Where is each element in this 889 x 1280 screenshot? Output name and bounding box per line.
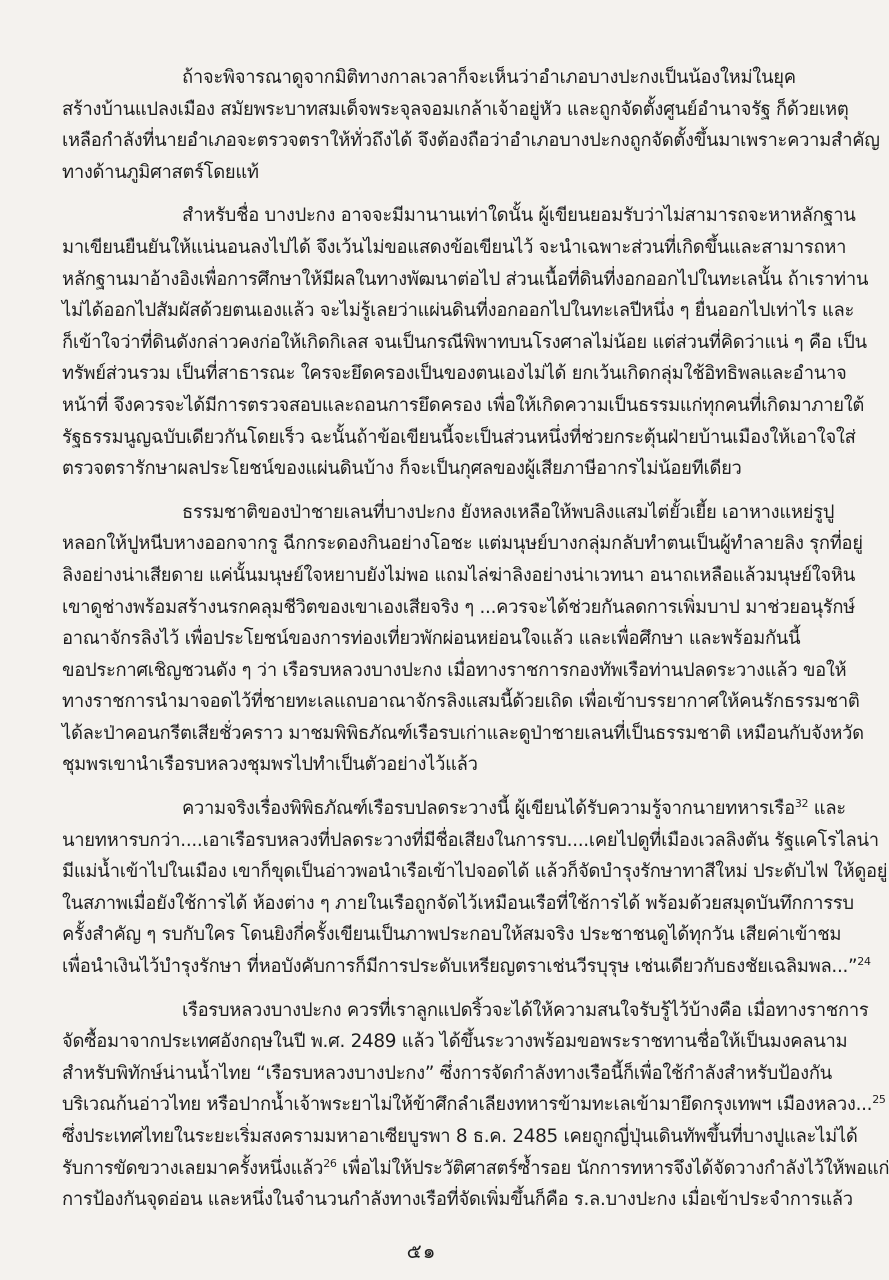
text-line: มีแม่น้ำเข้าไปในเมือง เขาก็ขุดเป็นอ่าวพอนำเรือเข้าไปจอดได้ แล้วก็จัดบำรุงรักษาทาสีใหม่ ประดับไฟ ให้ดูอยู่ — [62, 861, 888, 883]
text-line: นายทหารบกว่า....เอาเรือรบหลวงที่ปลดระวางที่มีชื่อเสียงในการรบ....เคยไปดูที่เมืองเวลลิงตัน รัฐแคโรไลน่า — [62, 829, 879, 851]
text-line: ลิงอย่างน่าเสียดาย แค่นั้นมนุษย์ใจหยาบยังไม่พอ แถมไล่ฆ่าลิงอย่างน่าเวทนา อนาถเหลือแล้วมนุษย์ใจหิน — [62, 564, 855, 586]
text-span: ความจริงเรื่องพิพิธภัณฑ์เรือรบปลดระวางนี้ ผู้เขียนได้รับความรู้จากนายทหารเรือ — [182, 798, 795, 820]
text-line — [62, 1089, 886, 1121]
text-span: และ — [808, 798, 846, 820]
footnote-ref: 24 — [857, 955, 871, 969]
text-line: รัฐธรรมนูญฉบับเดียวกันโดยเร็ว ฉะนั้นถ้าข้อเขียนนี้จะเป็นส่วนหนึ่งที่ช่วยกระตุ้นฝ่ายบ้านเมืองให้เอาใจใส่ — [62, 426, 856, 448]
text-line: ครั้งสำคัญ ๆ รบกับใคร โดนยิงกี่ครั้งเขียนเป็นภาพประกอบให้สมจริง ประชาชนดูได้ทุกวัน เสียค่าเข้าชม — [62, 924, 842, 946]
text-line: จัดซื้อมาจากประเทศอังกฤษในปี พ.ศ. 2489 แล้ว ได้ขึ้นระวางพร้อมขอพระราชทานชื่อให้เป็นมงคลนาม — [62, 1031, 848, 1053]
footnote-ref: 26 — [323, 1156, 337, 1170]
text-line: หลักฐานมาอ้างอิงเพื่อการศึกษาให้มีผลในทางพัฒนาต่อไป ส่วนเนื้อที่ดินที่งอกออกไปในทะเลนั้น ถ้าเราท่าน — [62, 268, 869, 290]
text-line: ธรรมชาติของป่าชายเลนที่บางปะกง ยังหลงเหลือให้พบลิงแสมไต่ยั้วเยี้ย เอาหางแหย่รูปู — [182, 501, 835, 523]
text-line: ชุมพรเขานำเรือรบหลวงชุมพรไปทำเป็นตัวอย่างไว้แล้ว — [62, 754, 478, 776]
text-line: ทางด้านภูมิศาสตร์โดยแท้ — [62, 161, 259, 183]
page-number: ๕๑ — [406, 1239, 437, 1263]
text-line: เรือรบหลวงบางปะกง ควรที่เราลูกแปดริ้วจะได้ให้ความสนใจรับรู้ไว้บ้างคือ เมื่อทางราชการ — [182, 999, 869, 1021]
text-span: บริเวณก้นอ่าวไทย หรือปากน้ำเจ้าพระยาไม่ให้ข้าศึกลำเลียงทหารข้ามทะเลเข้ามายึดกรุงเทพฯ เมืองหลวง... — [62, 1094, 873, 1116]
text-line: ขอประกาศเชิญชวนดัง ๆ ว่า เรือรบหลวงบางปะกง เมื่อทางราชการกองทัพเรือท่านปลดระวางแล้ว ขอให้ — [62, 659, 847, 681]
text-line: สำหรับพิทักษ์น่านน้ำไทย “เรือรบหลวงบางปะกง” ซึ่งการจัดกำลังทางเรือนี้ก็เพื่อใช้กำลังสำหรับป้องกัน — [62, 1062, 832, 1084]
text-line: ตรวจตรารักษาผลประโยชน์ของแผ่นดินบ้าง ก็จะเป็นกุศลของผู้เสียภาษีอากรไม่น้อยทีเดียว — [62, 458, 742, 480]
text-line: ได้ละป่าคอนกรีตเสียชั่วคราว มาชมพิพิธภัณฑ์เรือรบเก่าและดูป่าชายเลนที่เป็นธรรมชาติ เหมือนกับจังหวัด — [62, 722, 864, 744]
text-line — [62, 793, 846, 825]
text-span: เพื่อนำเงินไว้บำรุงรักษา ที่หอบังคับการก็มีการประดับเหรียญตราเช่นวีรบุรุษ เช่นเดียวกับธงชัยเฉลิมพล...” — [62, 956, 858, 978]
text-line: เขาดูช่างพร้อมสร้างนรกคลุมชีวิตของเขาเองเสียจริง ๆ ...ควรจะได้ช่วยกันลดการเพิ่มบาป มาช่วยอนุรักษ์ — [62, 596, 855, 618]
text-line — [62, 951, 871, 983]
text-line: อาณาจักรลิงไว้ เพื่อประโยชน์ของการท่องเที่ยวพักผ่อนหย่อนใจแล้ว และเพื่อศึกษา และพร้อมกันนี้ — [62, 628, 801, 650]
text-line: มาเขียนยืนยันให้แน่นอนลงไปได้ จึงเว้นไม่ขอแสดงข้อเขียนไว้ จะนำเฉพาะส่วนที่เกิดขึ้นและสามารถหา — [62, 236, 847, 258]
text-line: หลอกให้ปูหนีบหางออกจากรู ฉีกกระดองกินอย่างโอชะ แต่มนุษย์บางกลุ่มกลับทำตนเป็นผู้ทำลายลิง รุกที่อยู่ — [62, 533, 863, 555]
text-line: ทรัพย์ส่วนรวม เป็นที่สาธารณะ ใครจะยึดครองเป็นของตนเองไม่ได้ ยกเว้นเกิดกลุ่มใช้อิทธิพลและอำนาจ — [62, 363, 847, 385]
text-line — [62, 1153, 889, 1185]
text-line: ทางราชการนำมาจอดไว้ที่ชายทะเลแถบอาณาจักรลิงแสมนี้ด้วยเถิด เพื่อเข้าบรรยากาศให้คนรักธรรมชาติ — [62, 691, 860, 713]
body-text — [62, 62, 889, 1216]
text-line: ก็เข้าใจว่าที่ดินดังกล่าวคงก่อให้เกิดกิเลส จนเป็นกรณีพิพาทบนโรงศาลไม่น้อย แต่ส่วนที่คิดว่าแน่ ๆ คือ เป็น — [62, 331, 867, 353]
text-line: เหลือกำลังที่นายอำเภอจะตรวจตราให้ทั่วถึงได้ จึงต้องถือว่าอำเภอบางปะกงถูกจัดตั้งขึ้นมาเพราะความสำคัญ — [62, 130, 880, 152]
text-line: ในสภาพเมื่อยังใช้การได้ ห้องต่าง ๆ ภายในเรือถูกจัดไว้เหมือนเรือที่ใช้การได้ พร้อมด้วยสมุดบันทึกการรบ — [62, 892, 854, 914]
text-line: การป้องกันจุดอ่อน และหนึ่งในจำนวนกำลังทางเรือที่จัดเพิ่มขึ้นก็คือ ร.ล.บางปะกง เมื่อเข้าประจำการแล้ว — [62, 1189, 853, 1211]
text-line: หน้าที่ จึงควรจะได้มีการตรวจสอบและถอนการยึดครอง เพื่อให้เกิดความเป็นธรรมแก่ทุกคนที่เกิดมาภายใต้ — [62, 394, 865, 416]
text-line: ไม่ได้ออกไปสัมผัสด้วยตนเองแล้ว จะไม่รู้เลยว่าแผ่นดินที่งอกออกไปในทะเลปีหนึ่ง ๆ ยื่นออกไปเท่าไร และ — [62, 300, 855, 322]
text-line: ซึ่งประเทศไทยในระยะเริ่มสงครามมหาอาเซียบูรพา 8 ธ.ค. 2485 เคยถูกญี่ปุ่นเดินทัพขึ้นที่บางปูและไม่ได้ — [62, 1126, 858, 1147]
text-line: สำหรับชื่อ บางปะกง อาจจะมีมานานเท่าใดนั้น ผู้เขียนยอมรับว่าไม่สามารถจะหาหลักฐาน — [182, 205, 856, 227]
text-line: สร้างบ้านแปลงเมือง สมัยพระบาทสมเด็จพระจุลจอมเกล้าเจ้าอยู่หัว และถูกจัดตั้งศูนย์อำนาจรัฐ ก็ด้วยเหตุ — [62, 98, 849, 120]
text-span: เพื่อไม่ให้ประวัติศาสตร์ซ้ำรอย นักการทหารจึงได้จัดวางกำลังไว้ให้พอแก่ — [336, 1157, 889, 1179]
text-span: รับการขัดขวางเลยมาครั้งหนึ่งแล้ว — [62, 1157, 324, 1179]
footnote-ref: 25 — [872, 1093, 886, 1107]
footnote-ref: 32 — [794, 797, 809, 811]
text-line: ถ้าจะพิจารณาดูจากมิติทางกาลเวลาก็จะเห็นว่าอำเภอบางปะกงเป็นน้องใหม่ในยุค — [182, 67, 796, 88]
